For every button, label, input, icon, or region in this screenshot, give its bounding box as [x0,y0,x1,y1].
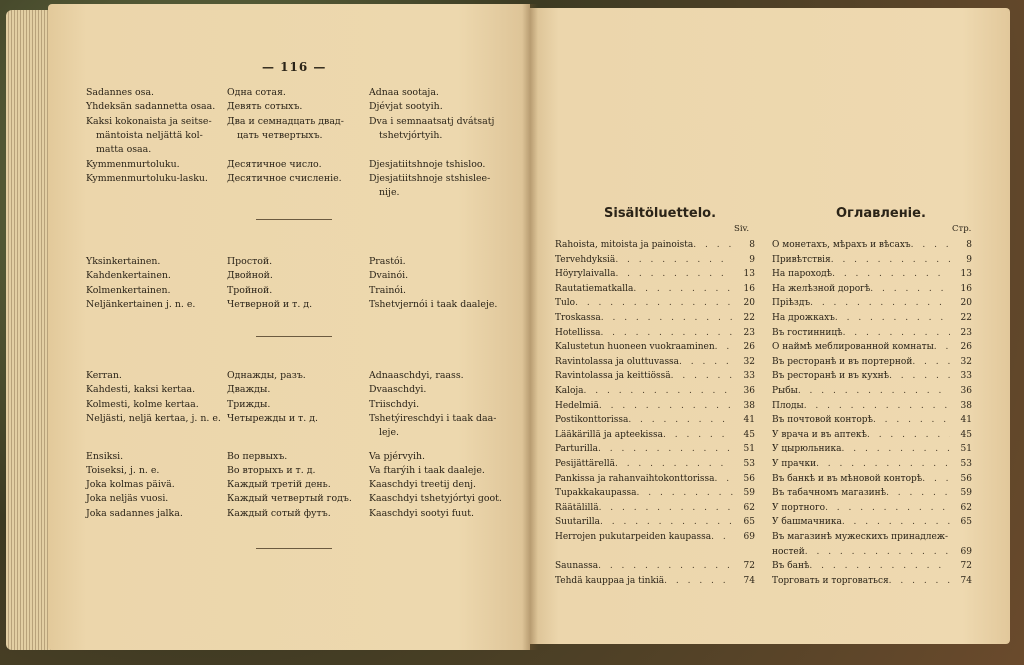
phrase-cell-tr: Va ftarýih i taak daaleje. [369,464,485,476]
phrase-cell-fi: matta osaa. [96,144,152,156]
toc-entry-label: Tupakkakaupassa [555,488,637,499]
toc-entry-page: 26 [743,342,755,353]
toc-entry-label: О монетахъ, мѣрахъ и вѣсахъ [772,240,911,250]
toc-page-label-finnish: Siv. [734,224,750,234]
toc-leader-dots [843,326,950,341]
toc-entry-label: Lääkärillä ja apteekissa [555,429,664,440]
toc-entry-page: 23 [743,327,755,338]
toc-leader-dots [816,457,950,472]
toc-entry [555,428,755,443]
phrase-cell-tr: Adnaaschdyi, raass. [369,370,464,381]
phrase-cell-fi: Yhdeksän sadannetta osaa. [86,101,216,113]
toc-entry [772,442,972,457]
toc-leader-dots [832,267,950,282]
toc-entry-label: Pesijättärellä [555,459,615,469]
toc-entry-page: 41 [960,415,972,426]
phrase-cell-ru: Десятичное число. [227,158,322,170]
section-divider [256,548,332,549]
toc-entry [555,413,755,428]
toc-entry [772,311,972,326]
toc-entry-label: Плоды [772,400,804,411]
toc-entry [772,267,972,282]
toc-entry [555,369,755,384]
toc-leader-dots [809,559,950,574]
toc-leader-dots [711,530,733,545]
toc-entry-page: 26 [960,342,972,353]
phrase-cell-tr: Dvaaschdyi. [369,384,427,396]
toc-entry-page: 56 [743,473,755,484]
phrase-cell-tr: Tshetvjernói i taak daaleje. [369,298,498,310]
toc-entry-label: Въ почтовой конторѣ [772,415,873,426]
toc-leader-dots [575,296,733,311]
toc-entry-label: Рыбы [772,386,798,396]
toc-leader-dots [886,486,950,501]
toc-leader-dots [601,311,733,326]
toc-leader-dots [911,238,950,253]
toc-leader-dots [664,574,733,589]
toc-leader-dots [615,253,733,268]
toc-entry-page: 69 [960,546,972,557]
toc-entry [772,413,972,428]
phrase-cell-ru: Девять сотыхъ. [227,101,303,113]
toc-entry-page: 36 [960,386,972,396]
toc-entry-label: Pankissa ja rahanvaihtokonttorissa [555,473,715,484]
toc-entry-page: 16 [960,283,972,294]
phrase-cell-tr: Kaaschdyi treetij denj. [369,479,477,491]
toc-entry-label: ностей [772,546,805,557]
toc-entry-label: Ravintolassa ja oluttuvassa [555,356,680,367]
toc-entry-page: 13 [960,269,972,280]
phrase-cell-ru: Каждый третій день. [227,479,331,491]
toc-leader-dots [598,559,733,574]
phrase-cell-tr: Triischdyi. [369,398,420,410]
toc-entry-page: 9 [749,254,755,265]
toc-entry [772,399,972,414]
toc-entry-page: 74 [743,575,755,586]
toc-entry [555,574,755,589]
phrase-cell-fi: Yksinkertainen. [86,256,161,267]
toc-entry-page: 72 [960,561,972,572]
toc-entry [555,399,755,414]
toc-entry-label: Saunassa [555,561,599,572]
toc-entry-page: 69 [743,532,755,542]
toc-leader-dots [889,369,950,384]
toc-entry-page: 20 [960,298,972,309]
toc-entry-label: Торговать и торговаться [772,575,889,586]
phrase-cell-fi: Kahdenkertainen. [86,270,171,282]
toc-entry-label: Въ ресторанѣ и въ кухнѣ [772,371,890,382]
phrase-cell-fi: Sadannes osa. [86,87,155,98]
toc-leader-dots [715,340,733,355]
toc-entry-page: 51 [960,444,972,455]
phrase-cell-fi: Joka sadannes jalka. [86,507,183,519]
phrase-cell-fi: Neljänkertainen j. n. e. [86,298,196,310]
phrase-cell-tr: Dva i semnaatsatj dvátsatj [369,115,495,127]
toc-entry-label: Въ банѣ [772,561,810,572]
toc-entry-label: Въ магазинѣ мужескихъ принадлеж- [772,532,949,542]
phrase-cell-tr: Tshetýireschdyi i taak daa- [369,412,497,424]
toc-entry [555,267,755,282]
toc-leader-dots [867,428,950,443]
phrase-cell-ru: Четырежды и т. д. [227,412,318,424]
toc-entry [555,472,755,487]
toc-leader-dots [598,442,733,457]
toc-entry [555,530,755,545]
toc-entry-page: 59 [960,488,972,499]
toc-page-label-russian: Стр. [952,224,972,234]
toc-entry-page: 23 [960,327,972,338]
toc-entry-page: 56 [960,473,972,484]
toc-leader-dots [599,399,733,414]
toc-entry [772,515,972,530]
phrase-cell-tr: Dvainói. [369,270,409,282]
toc-entry [555,282,755,297]
toc-entry-label: Kaloja [555,386,584,396]
phrase-cell-tr: Trainói. [369,284,406,296]
phrase-cell-ru: Во первыхъ. [227,450,288,462]
toc-entry-page: 20 [743,298,755,309]
toc-entry-label: На пароходѣ [772,269,833,280]
toc-leader-dots [679,355,733,370]
toc-entry-label: Herrojen pukutarpeiden kaupassa [555,532,712,542]
toc-entry-page: 36 [743,386,755,396]
toc-entry [555,355,755,370]
toc-entry-label: На дрожкахъ [772,313,835,323]
toc-leader-dots [615,457,733,472]
phrase-cell-ru: Два и семнадцать двад- [227,115,344,127]
toc-entry [555,486,755,501]
toc-leader-dots [873,413,950,428]
phrase-cell-ru: Одна сотая. [227,87,286,98]
toc-entry [772,384,972,399]
phrase-cell-ru: Десятичное счисленіе. [227,172,342,184]
toc-leader-dots [599,501,733,516]
toc-entry-label: Hedelmiä [555,400,599,411]
toc-entry [772,340,972,355]
toc-entry [772,238,972,253]
toc-entry-label: Rahoista, mitoista ja painoista [555,240,694,250]
toc-entry-page: 16 [743,283,755,294]
toc-entry [555,326,755,341]
toc-leader-dots [633,282,733,297]
toc-entry-label: Höyrylaivalla [555,269,616,280]
toc-leader-dots [870,282,950,297]
toc-entry-label: У врача и въ аптекѣ [772,429,867,440]
toc-entry [555,545,755,560]
toc-leader-dots [600,515,733,530]
toc-entry-page: 32 [743,356,755,367]
toc-entry-page: 62 [743,502,755,513]
toc-entry [772,530,972,545]
toc-title-russian: Оглавленіе. [836,206,926,221]
toc-entry [772,282,972,297]
toc-leader-dots [842,515,950,530]
toc-entry-label: Tehdä kauppaa ja tinkiä [555,575,665,586]
toc-entry-page: 53 [960,459,972,469]
toc-leader-dots [922,472,950,487]
toc-leader-dots [671,369,733,384]
toc-leader-dots [628,413,733,428]
toc-entry-page: 32 [960,356,972,367]
phrase-cell-tr: Djesjatiitshnoje tshisloo. [369,158,486,170]
toc-entry [555,296,755,311]
toc-entry-page [948,530,970,545]
phrase-cell-fi: Kymmenmurtoluku. [86,158,180,170]
phrase-cell-ru: Трижды. [227,398,271,410]
toc-entry-label: У прачки [772,459,817,469]
toc-entry [555,442,755,457]
toc-entry [772,486,972,501]
toc-leader-dots [798,384,950,399]
toc-leader-dots [835,311,950,326]
toc-entry-label: Rautatiematkalla [555,283,634,294]
toc-entry-label: Въ банкѣ и въ мѣновой конторѣ [772,473,923,484]
toc-entry [555,559,755,574]
toc-entry [555,515,755,530]
toc-entry-label: У цырюльника [772,444,842,455]
toc-leader-dots [934,340,950,355]
toc-entry-label: Tulo [555,298,576,309]
phrase-cell-tr: Kaaschdyi sootyi fuut. [369,507,474,519]
phrase-cell-ru: Простой. [227,256,273,267]
toc-entry-page: 8 [749,240,755,250]
toc-entry-page: 33 [743,371,755,382]
toc-entry-label: Postikonttorissa [555,415,629,426]
phrase-cell-fi: Kaksi kokonaista ja seitse- [86,115,212,127]
phrase-cell-tr: Kaaschdyi tshetyjórtyi goot. [369,493,502,505]
toc-entry [772,296,972,311]
toc-entry-label: Troskassa [555,313,601,323]
toc-entry [555,457,755,472]
toc-leader-dots [615,267,733,282]
toc-entry [772,559,972,574]
toc-entry-page: 41 [743,415,755,426]
toc-leader-dots [831,253,950,268]
toc-entry [772,428,972,443]
toc-entry [772,472,972,487]
phrase-cell-tr: leje. [379,427,399,439]
phrase-cell-ru: цать четвертыхъ. [237,129,323,141]
phrase-cell-fi: mäntoista neljättä kol- [96,129,203,141]
toc-entry [555,253,755,268]
toc-title-finnish: Sisältöluettelo. [604,206,717,221]
toc-entry [555,340,755,355]
phrase-cell-tr: Djévjat sootyih. [369,101,443,113]
toc-leader-dots [600,326,733,341]
toc-leader-dots [693,238,733,253]
phrase-cell-tr: nije. [379,187,400,199]
toc-entry-label: Tervehdyksiä [555,254,616,265]
phrase-cell-fi: Neljästi, neljä kertaa, j. n. e. [86,412,221,424]
toc-entry-page: 9 [966,254,972,265]
phrase-cell-tr: Va pjérvyih. [369,450,426,462]
toc-entry [772,545,972,560]
page-number: — 116 — [262,60,327,74]
toc-entry-label: Привѣтствія [772,254,831,265]
toc-entry [555,501,755,516]
toc-leader-dots [842,442,950,457]
toc-entry [555,238,755,253]
toc-leader-dots [804,399,950,414]
section-divider [256,219,332,220]
phrase-cell-ru: Во вторыхъ и т. д. [227,464,316,476]
toc-entry [772,253,972,268]
toc-entry-page: 65 [960,517,972,528]
toc-entry-page: 8 [966,240,972,250]
toc-leader-dots [637,486,733,501]
phrase-cell-fi: Kolmesti, kolme kertaa. [86,398,199,410]
phrase-cell-ru: Двойной. [227,270,273,282]
toc-entry-page: 72 [743,561,755,572]
toc-entry-page: 38 [960,400,972,411]
toc-entry-page [555,545,577,560]
toc-entry-label: У портного [772,502,826,513]
toc-entry-page: 45 [743,429,755,440]
phrase-cell-fi: Kymmenmurtoluku-lasku. [86,172,208,184]
toc-entry-page: 22 [743,313,755,323]
toc-entry [772,355,972,370]
toc-entry [772,501,972,516]
toc-entry-page: 51 [743,444,755,455]
toc-leader-dots [715,472,733,487]
toc-leader-dots [810,296,950,311]
toc-entry-label: О наймѣ меблированной комнаты [772,342,934,353]
toc-entry [772,326,972,341]
toc-entry-label: Parturilla [555,444,599,455]
toc-entry-page: 13 [743,269,755,280]
toc-leader-dots [663,428,733,443]
phrase-cell-ru: Тройной. [227,284,273,296]
phrase-cell-fi: Joka kolmas päivä. [86,479,175,491]
toc-leader-dots [805,545,950,560]
phrase-cell-ru: Дважды. [227,384,271,396]
book-gutter [522,4,538,650]
toc-entry-page: 59 [743,488,755,499]
phrase-cell-ru: Однажды, разъ. [227,370,306,381]
toc-leader-dots [825,501,950,516]
toc-leader-dots [584,384,733,399]
toc-entry-label: Пріѣздъ [772,298,811,309]
phrase-cell-ru: Каждый четвертый годъ. [227,493,352,505]
toc-entry-page: 53 [743,459,755,469]
phrase-cell-tr: Adnaa sootaja. [369,87,439,98]
toc-entry-page: 62 [960,502,972,513]
toc-entry-label: Въ табачномъ магазинѣ [772,488,887,499]
phrase-cell-tr: tshetvjórtyih. [379,129,443,141]
toc-entry [772,574,972,589]
toc-entry-label: Hotellissa [555,327,601,338]
toc-entry-page: 38 [743,400,755,411]
toc-entry-page: 65 [743,517,755,528]
toc-entry-label: Kalustetun huoneen vuokraaminen [555,342,715,353]
toc-entry [555,311,755,326]
toc-leader-dots [912,355,950,370]
toc-entry-page: 22 [960,313,972,323]
toc-entry-page: 33 [960,371,972,382]
phrase-cell-ru: Четверной и т. д. [227,298,313,310]
phrase-cell-fi: Kerran. [86,370,122,381]
toc-entry-label: Räätälillä [555,502,599,513]
phrase-cell-fi: Toiseksi, j. n. e. [86,464,160,476]
phrase-cell-ru: Каждый сотый футъ. [227,507,331,519]
phrase-cell-fi: Joka neljäs vuosi. [86,493,169,505]
toc-entry-label: У башмачника [772,517,842,528]
phrase-cell-fi: Kahdesti, kaksi kertaa. [86,384,196,396]
toc-entry-label: Въ ресторанѣ и въ портерной [772,356,913,367]
phrase-cell-fi: Ensiksi. [86,450,124,462]
toc-entry-label: Въ гостинницѣ [772,327,843,338]
toc-entry [772,369,972,384]
phrase-cell-fi: Kolmenkertainen. [86,284,171,296]
toc-entry-page: 45 [960,429,972,440]
toc-entry-label: На желѣзной дорогѣ [772,283,871,294]
toc-entry-label: Suutarilla [555,517,601,528]
toc-entry [772,457,972,472]
toc-leader-dots [889,574,950,589]
section-divider [256,336,332,337]
phrase-cell-tr: Prastói. [369,256,406,267]
toc-entry-label: Ravintolassa ja keittiössä [555,371,671,382]
toc-entry [555,384,755,399]
phrase-cell-tr: Djesjatiitshnoje stshislee- [369,172,491,184]
toc-entry-page: 74 [960,575,972,586]
